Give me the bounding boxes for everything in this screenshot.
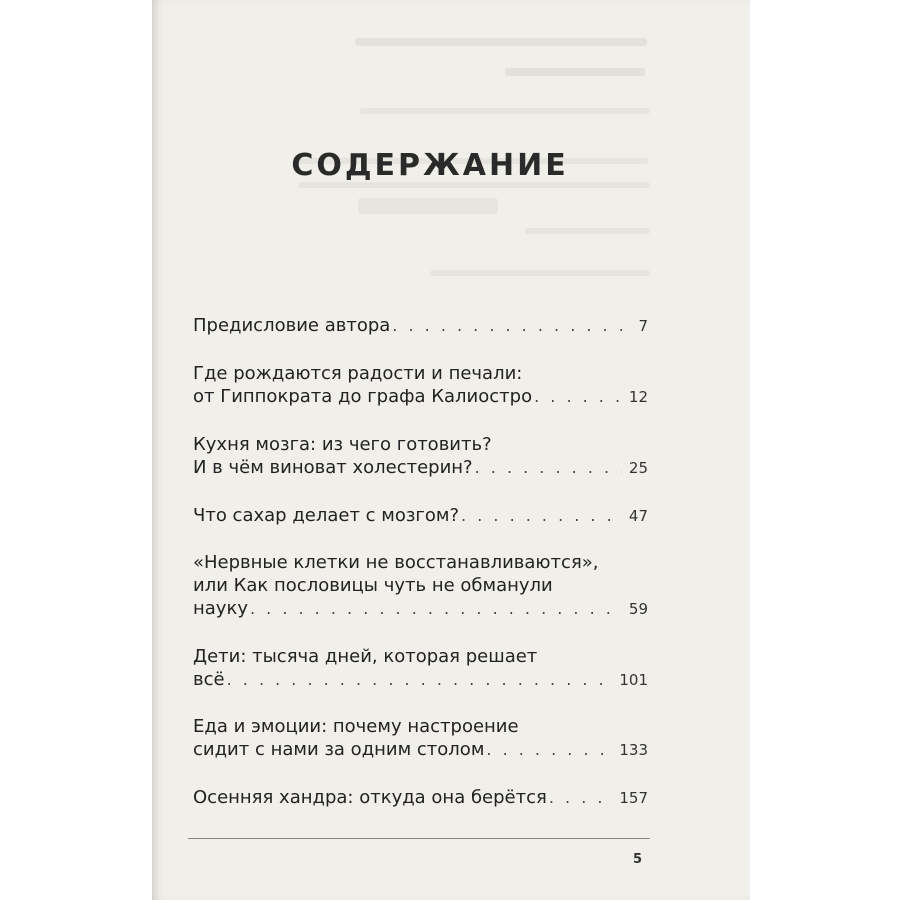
- dot-leader: [461, 504, 622, 527]
- toc-entry[interactable]: [193, 433, 648, 480]
- toc-entry-title: Где рождаются радости и печали:: [193, 363, 523, 384]
- toc-entry-title: или Как пословицы чуть не обманули: [193, 575, 553, 596]
- toc-page-number: 12: [628, 388, 648, 406]
- toc-entry-title: Осенняя хандра: откуда она берётся: [193, 787, 547, 808]
- dot-leader: [475, 456, 622, 479]
- toc-entry-title: Еда и эмоции: почему настроение: [193, 716, 519, 737]
- toc-page-number: 133: [619, 741, 648, 759]
- toc-entry[interactable]: [193, 786, 648, 810]
- toc-entry-title: от Гиппократа до графа Калиостро: [193, 386, 533, 407]
- toc-entry-title: «Нервные клетки не восстанавливаются»,: [193, 552, 599, 573]
- toc-page-number: 25: [628, 459, 648, 477]
- toc-entry[interactable]: [193, 645, 648, 692]
- toc-entry-title: всё: [193, 669, 225, 690]
- toc-entry[interactable]: [193, 551, 648, 621]
- page-number: 5: [633, 852, 643, 867]
- toc-page-number: 47: [628, 507, 648, 525]
- toc-page-number: 101: [619, 671, 648, 689]
- toc-entry-title: науку: [193, 598, 248, 619]
- toc-entry-title: И в чём виноват холестерин?: [193, 457, 473, 478]
- dot-leader: [486, 738, 613, 761]
- toc-entry-title: Предисловие автора: [193, 315, 391, 336]
- toc-page-number: 157: [619, 789, 648, 807]
- toc-entry[interactable]: [193, 715, 648, 762]
- dot-leader: [534, 385, 622, 408]
- dot-leader: [227, 668, 614, 691]
- toc-entry-title: сидит с нами за одним столом: [193, 739, 485, 760]
- toc-entry-title: Кухня мозга: из чего готовить?: [193, 434, 492, 455]
- toc-page-number: 59: [628, 600, 648, 618]
- toc-entry-title: Что сахар делает с мозгом?: [193, 505, 460, 526]
- toc-entry[interactable]: [193, 362, 648, 409]
- toc-entry[interactable]: [193, 314, 648, 338]
- toc-entry[interactable]: [193, 504, 648, 528]
- dot-leader: [392, 314, 622, 337]
- dot-leader: [250, 597, 622, 620]
- page-title: СОДЕРЖАНИЕ: [291, 148, 569, 183]
- dot-leader: [549, 786, 614, 809]
- footer-rule: [188, 838, 650, 839]
- toc-entry-title: Дети: тысяча дней, которая решает: [193, 646, 538, 667]
- toc-page-number: 7: [638, 317, 648, 335]
